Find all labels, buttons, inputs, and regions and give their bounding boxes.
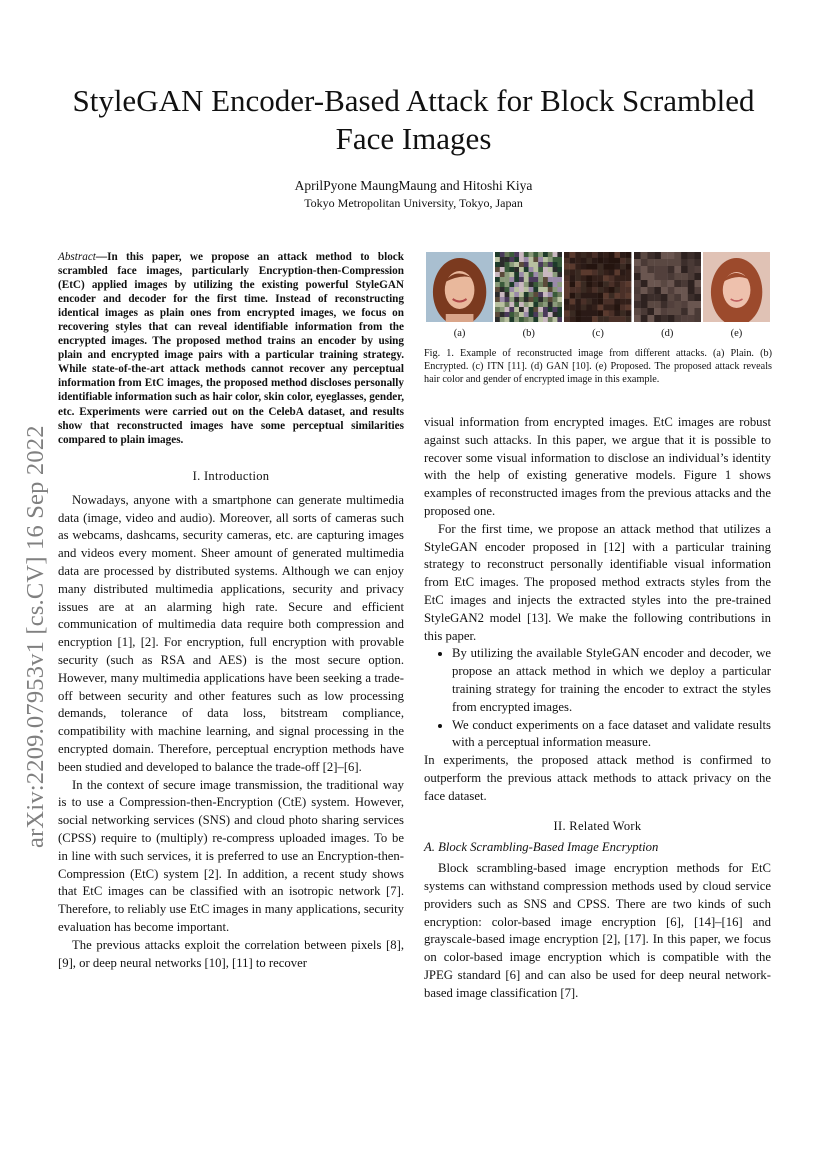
affiliation: Tokyo Metropolitan University, Tokyo, Japan	[304, 196, 523, 210]
panel-itn-result	[564, 252, 631, 322]
panel-gan-result	[634, 252, 701, 322]
abstract	[58, 250, 404, 447]
abstract-lead: Abstract	[58, 251, 96, 263]
figure-1	[426, 252, 770, 339]
panel-label-d: (d)	[661, 328, 674, 339]
intro-paragraph-1: Nowadays, anyone with a smartphone can generate multimedia data (image, video and audio). Moreover, all sorts of cameras such as webcams, dashcams, security cameras, etc. are capturing images and videos every moment. Sheer amount of generated multimedia data are processed by distributed systems. Although we can enjoy many distributed multimedia applications, security and privacy issues are at an alarming high rate. Secure and efficient communication of multimedia data require both compression and encryption [1], [2]. For encryption, full encryption with provable security (such as RSA and AES) is the most secure option. However, many multimedia applications have been seeking a trade-off between security and other features such as low processing demands, tolerance of data loss, bitstream compliance, compatibility with machine learning, and signal processing in the encrypted domain. Therefore, perceptual encryption methods have been studied and developed to balance the trade-off [2]–[6].	[58, 492, 404, 774]
subsection-heading-a: A. Block Scrambling-Based Image Encryption	[424, 840, 659, 855]
paper-title: StyleGAN Encoder-Based Attack for Block Scrambled Face Images	[72, 83, 755, 156]
panel-plain-image	[426, 252, 493, 322]
intro-paragraph-2: In the context of secure image transmission, the traditional way is to use a Compression-then-Encryption (CtE) system. However, social networking services (SNS) and cloud photo sharing services (CPSS) require to (multiply) re-compress uploaded images. To be in line with such services, it is preferred to use an Encryption-then-Compression (EtC) system [2]. In addition, a recent study shows that EtC images can be classified with an isotropic network [7]. Therefore, to reliably use EtC images in many applications, security evaluation has become important.	[58, 777, 404, 934]
figure-caption: Fig. 1. Example of reconstructed image from different attacks. (a) Plain. (b) Encrypted. (c) ITN [11]. (d) GAN [10]. (e) Proposed. The proposed attack reveals hair color and gender of encrypted image in this example.	[424, 348, 772, 386]
abstract-text: —In this paper, we propose an attack method to block scrambled face images, particularly Encryption-then-Compression (EtC) applied images by utilizing the existing powerful StyleGAN encoder and decoder for the first time. Instead of reconstructing identical images as plain ones from encrypted images, we focus on recovering styles that can reveal identifiable information from the encrypted images. The proposed method trains an encoder by using plain and encrypted image pairs with a particular training strategy. While state-of-the-art attack methods cannot recover any perceptual information from EtC images, the proposed method discloses personally identifiable information such as hair color, skin color, eyeglasses, gender, etc. Experiments were carried out on the CelebA dataset, and results show that reconstructed images have some perceptual similarities compared to plain images.	[58, 251, 404, 446]
panel-label-b: (b)	[522, 328, 535, 339]
authors: AprilPyone MaungMaung and Hitoshi Kiya	[294, 178, 533, 193]
right-column	[424, 414, 771, 1003]
panel-proposed-result	[703, 252, 770, 322]
panel-encrypted-image	[495, 252, 562, 322]
panel-label-e: (e)	[730, 328, 743, 339]
section-heading-introduction: I. Introduction	[192, 469, 270, 483]
contribution-list	[424, 645, 771, 752]
panel-label-c: (c)	[592, 328, 604, 339]
section-heading-related-work: II. Related Work	[553, 818, 642, 833]
right-paragraph-2: For the first time, we propose an attack method that utilizes a StyleGAN encoder proposed in [12] with a particular training strategy to reconstruct personally identifiable visual information from EtC images. The proposed method extracts styles from the EtC images and injects the extracted styles into the pre-trained StyleGAN2 model [13]. We make the following contributions in this paper.	[424, 521, 771, 643]
contribution-item: • By utilizing the available StyleGAN encoder and decoder, we propose an attack method in which we deploy a particular training strategy for training the encoder to extract the styles from encrypted images.	[452, 645, 771, 716]
related-paragraph-1: Block scrambling-based image encryption methods for EtC systems can withstand compression methods used by cloud service providers such as SNS and CPSS. There are two kinds of such encryption: color-based image encryption [6], [14]–[16] and grayscale-based image encryption [2], [17]. In this paper, we focus on color-based image encryption which is compatible with the JPEG standard [6] and can also be used for deep neural network-based image classification [7].	[424, 861, 771, 1000]
arxiv-stamp: arXiv:2209.07953v1 [cs.CV] 16 Sep 2022	[22, 425, 49, 848]
left-column	[58, 468, 404, 972]
panel-label-a: (a)	[453, 328, 466, 339]
intro-paragraph-3: The previous attacks exploit the correlation between pixels [8], [9], or deep neural networks [10], [11] to recover	[58, 937, 404, 970]
contribution-item: • We conduct experiments on a face dataset and validate results with a perceptual information measure.	[452, 717, 771, 753]
right-paragraph-3: In experiments, the proposed attack method is confirmed to outperform the previous attack methods to attack privacy on the face dataset.	[424, 753, 771, 803]
right-paragraph-1: visual information from encrypted images. EtC images are robust against such attacks. In this paper, we argue that it is possible to recover some visual information to disclose an individual’s identity with the help of existing generative models. Figure 1 shows examples of reconstructed images from the previous attacks and the proposed one.	[424, 415, 771, 518]
